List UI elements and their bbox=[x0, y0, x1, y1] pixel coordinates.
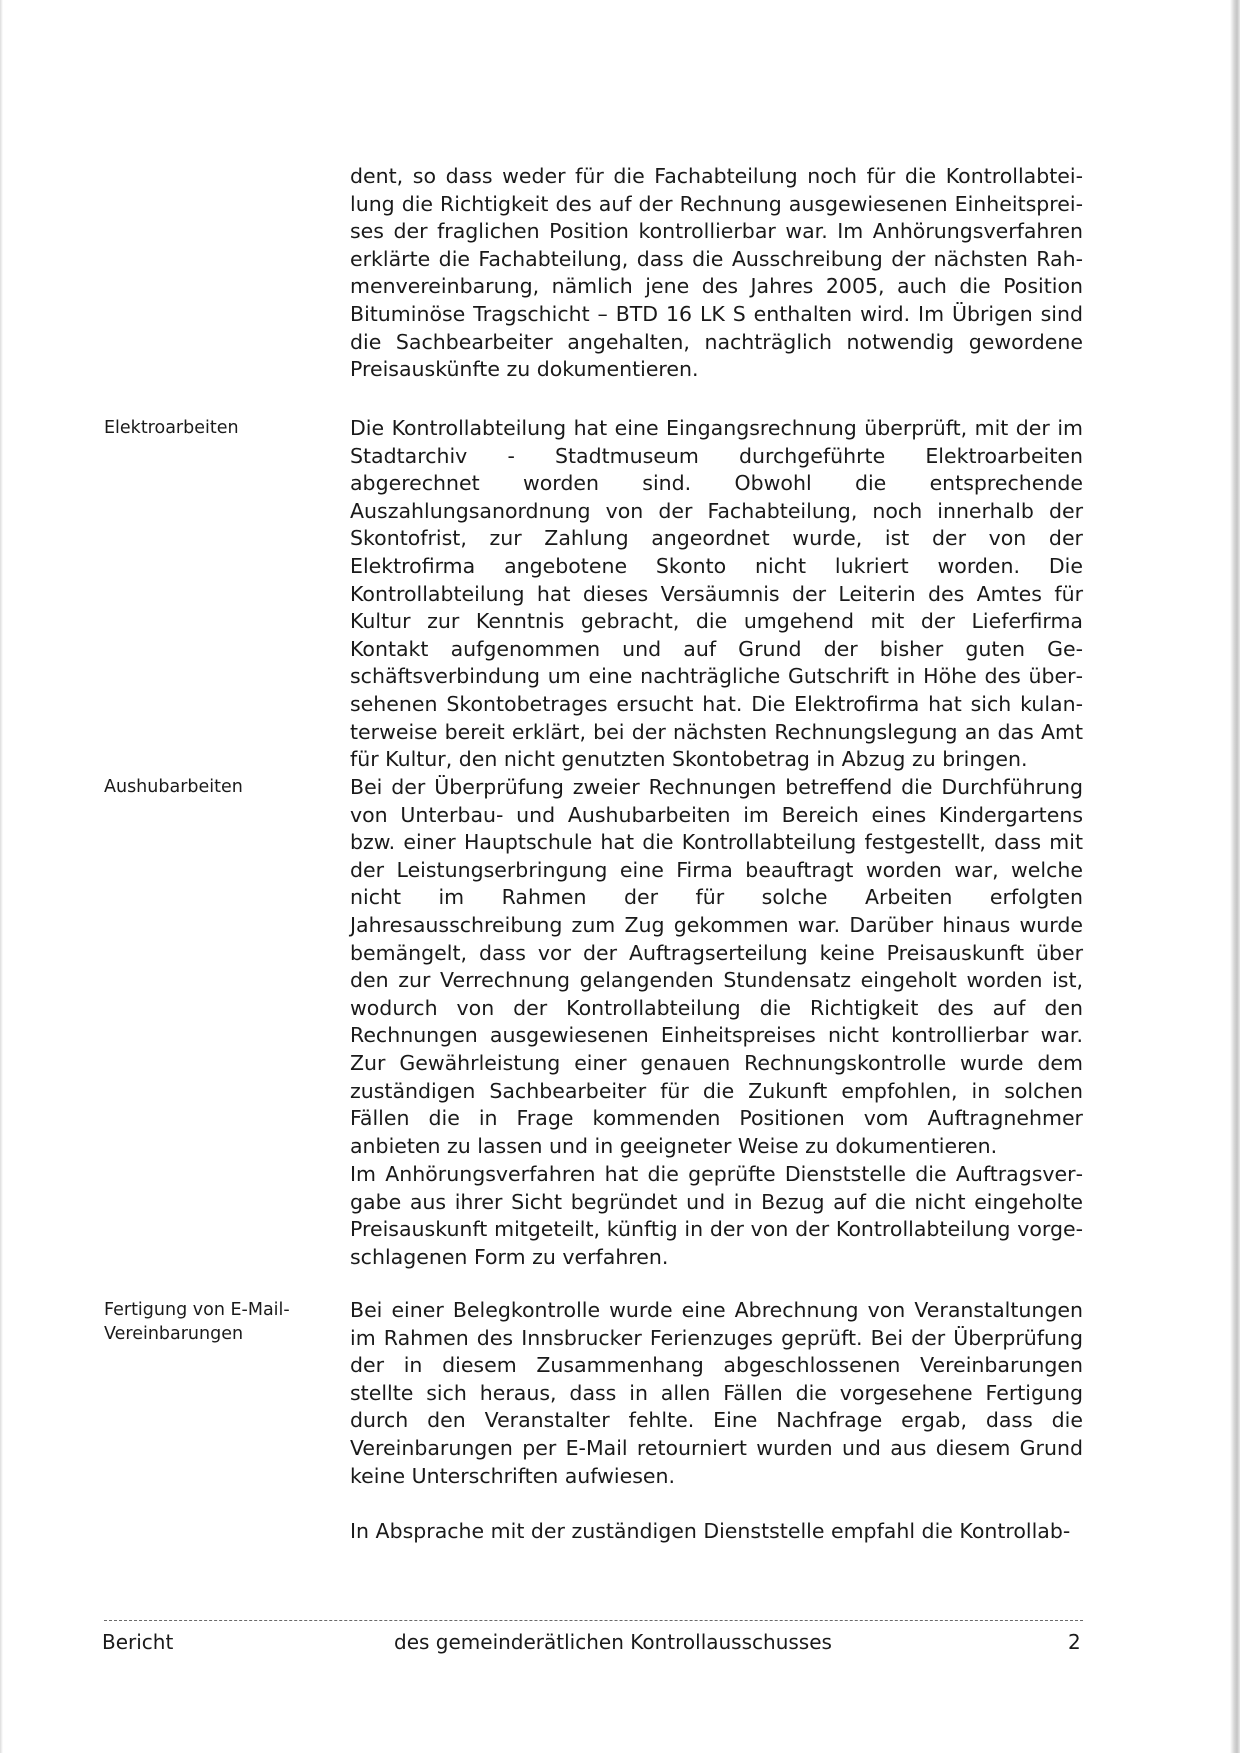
scan-edge-right bbox=[1230, 0, 1240, 1753]
paragraph-aushubarbeiten-1: Bei der Überprüfung zweier Rechnungen betreffend die Durchführung von Unterbau- und Aushubarbeiten im Bereich eines Kindergartens bzw. einer Hauptschule hat die Kontrollabteilung festgestellt, dass mit der Leistungserbringung eine Firma beauftragt worden war, welche nicht im Rahmen der für solche Arbeiten erfolgten Jahresausschreibung zum Zug gekommen war. Darüber hinaus wurde bemängelt, dass vor der Auftragserteilung keine Preisauskunft über den zur Verrechnung gelangenden Stundensatz eingeholt worden ist, wodurch von der Kontrollabteilung die Richtigkeit des auf den Rechnungen ausgewiesenen Einheitspreises nicht kontrollierbar war. Zur Gewährleistung einer genauen Rechnungskontrolle wurde dem zuständigen Sachbearbeiter für die Zukunft empfohlen, in solchen Fällen die in Frage kommenden Positionen vom Auftragnehmer anbieten zu lassen und in geeigneter Weise zu dokumentieren. bbox=[350, 775, 1083, 1158]
paragraph-continuation: dent, so dass weder für die Fachabteilung noch für die Kontrollabteilung die Richtigkeit des auf der Rechnung ausgewiesenen Einheitspreises der fraglichen Position kontrollierbar war. Im Anhörungsverfahren erklärte die Fachabteilung, dass die Ausschreibung der nächsten Rahmenvereinbarung, nämlich jene des Jahres 2005, auch die Position Bituminöse Tragschicht – BTD 16 LK S enthalten wird. Im Übrigen sind die Sachbearbeiter angehalten, nachträglich notwendig gewordene Preisauskünfte zu dokumentieren. bbox=[350, 164, 1083, 382]
footer-divider bbox=[104, 1620, 1083, 1621]
scan-edge-left bbox=[0, 0, 3, 1753]
footer-left-text: Bericht bbox=[102, 1630, 174, 1654]
page-number: 2 bbox=[1068, 1630, 1081, 1654]
footer-center-text: des gemeinderätlichen Kontrollausschusses bbox=[394, 1630, 832, 1654]
side-label-aushubarbeiten: Aushubarbeiten bbox=[104, 777, 243, 797]
paragraph-elektroarbeiten: Die Kontrollabteilung hat eine Eingangsrechnung überprüft, mit der im Stadtarchiv - Stadtmuseum durchgeführte Elektroarbeiten abgerechnet worden sind. Obwohl die entsprechende Auszahlungsanordnung von der Fachabteilung, noch innerhalb der Skontofrist, zur Zahlung angeordnet wurde, ist der von der Elektrofirma angebotene Skonto nicht lukriert worden. Die Kontrollabteilung hat dieses Versäumnis der Leiterin des Amtes für Kultur zur Kenntnis gebracht, die umgehend mit der Lieferfirma Kontakt aufgenommen und auf Grund der bisher guten Geschäftsverbindung um eine nachträgliche Gutschrift in Höhe des übersehenen Skontobetrages ersucht hat. Die Elektrofirma hat sich kulanterweise bereit erklärt, bei der nächsten Rechnungslegung an das Amt für Kultur, den nicht genutzten Skontobetrag in Abzug zu bringen. bbox=[350, 416, 1083, 772]
paragraph-aushubarbeiten-2: Im Anhörungsverfahren hat die geprüfte Dienststelle die Auftragsvergabe aus ihrer Sicht begründet und in Bezug auf die nicht eingeholte Preisauskunft mitgeteilt, künftig in der von der Kontrollabteilung vorgeschlagenen Form zu verfahren. bbox=[350, 1162, 1083, 1269]
side-label-fertigung-email: Fertigung von E-Mail-Vereinbarungen bbox=[104, 1300, 290, 1344]
side-label-elektroarbeiten: Elektroarbeiten bbox=[104, 418, 239, 438]
paragraph-absprache: In Absprache mit der zuständigen Dienststelle empfahl die Kontrollab- bbox=[350, 1519, 1071, 1543]
paragraph-fertigung-email: Bei einer Belegkontrolle wurde eine Abrechnung von Veranstaltungen im Rahmen des Innsbrucker Ferienzuges geprüft. Bei der Überprüfung der in diesem Zusammenhang abgeschlossenen Vereinbarungen stellte sich heraus, dass in allen Fällen die vorgesehene Fertigung durch den Veranstalter fehlte. Eine Nachfrage ergab, dass die Vereinbarungen per E-Mail retourniert wurden und aus diesem Grund keine Unterschriften aufwiesen. bbox=[350, 1298, 1083, 1488]
